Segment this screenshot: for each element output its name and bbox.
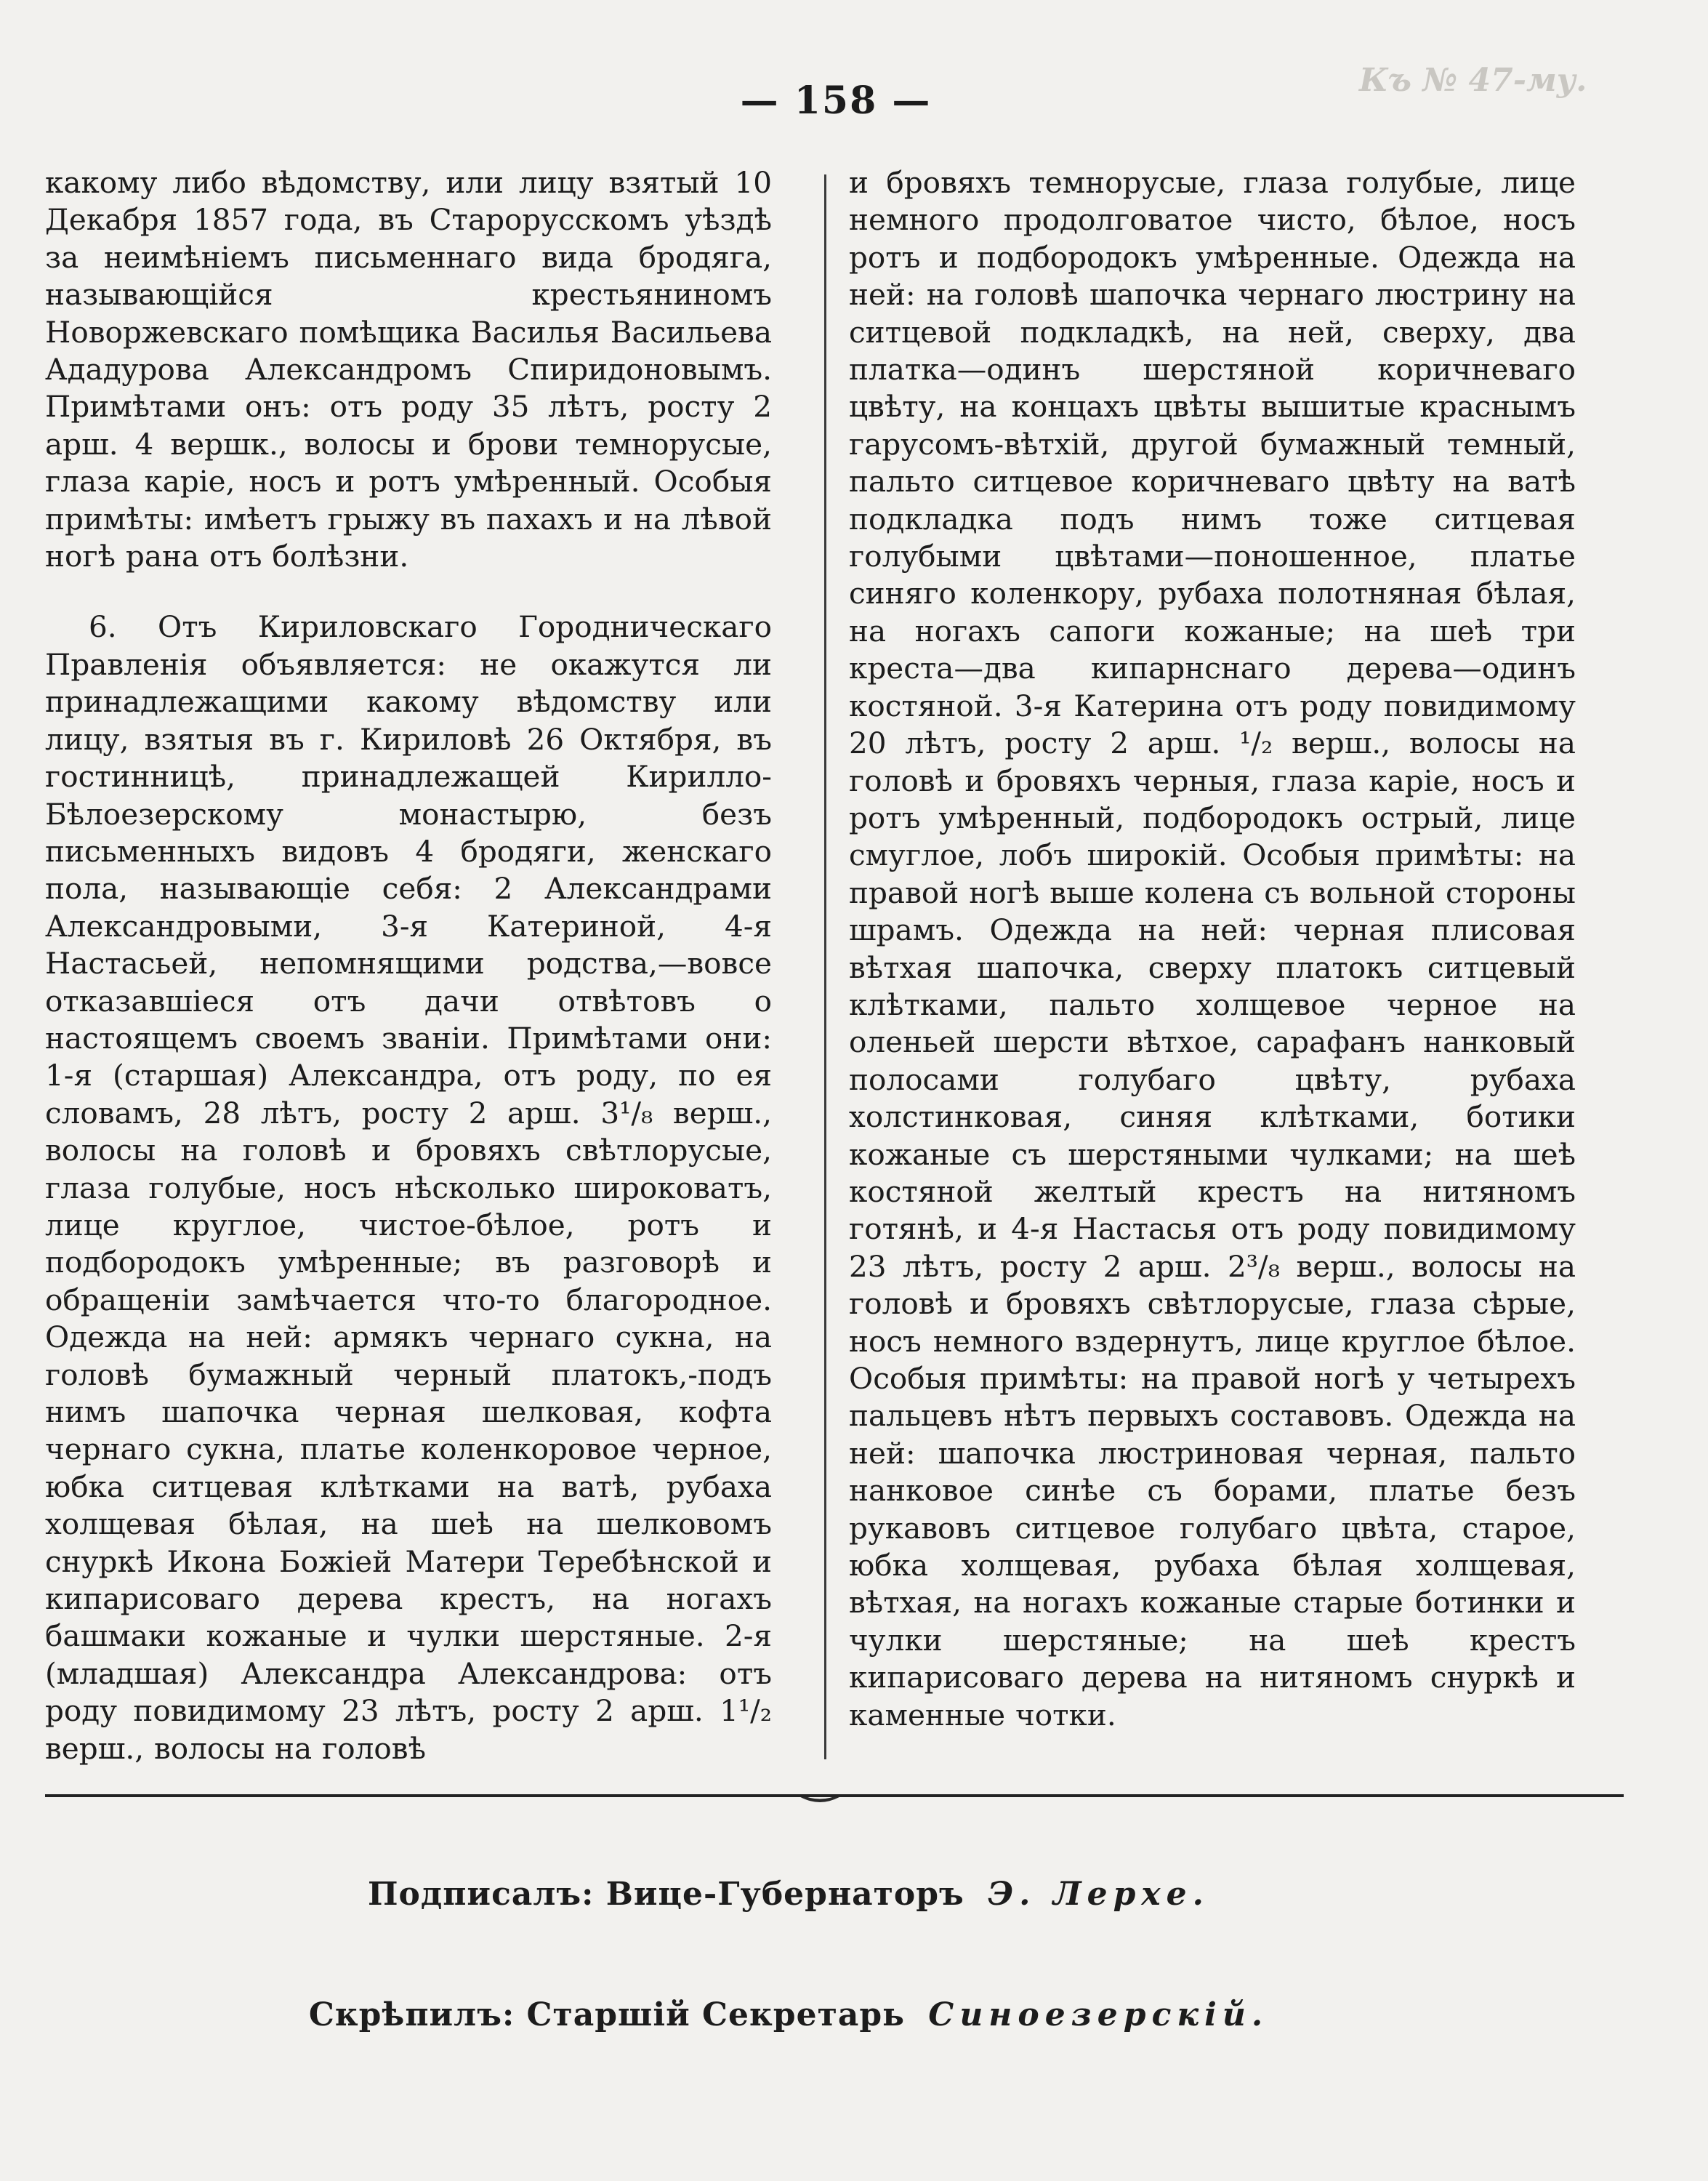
horizontal-rule: [45, 1794, 1624, 1797]
signature-label: Скрѣпилъ: Старшій Секретарь: [308, 1996, 905, 2033]
signature-name: Э. Лерхе.: [988, 1876, 1209, 1913]
divider-curl: ‿: [802, 1752, 838, 1803]
signature-name: Синоезерскій.: [928, 1996, 1269, 2033]
continued-paragraph-right: и бровяхъ темнорусые, глаза голубые, лице немного продолговатое чисто, бѣлое, носъ ротъ и подбородокъ умѣренные. Одежда на ней: на головѣ шапочка чернаго люстрину на ситцевой подкладкѣ, на ней, сверху, два платка—одинъ шерстяной коричневаго цвѣту, на концахъ цвѣты вышитые краснымъ гарусомъ-вѣтхій, другой бумажный темный, пальто ситцевое коричневаго цвѣту на ватѣ подкладка подъ нимъ тоже ситцевая голубыми цвѣтами—поношенное, платье синяго коленкору, рубаха полотняная бѣлая, на ногахъ сапоги кожаные; на шеѣ три креста—два кипарнснаго дерева—одинъ костяной. 3-я Катерина отъ роду повидимому 20 лѣтъ, росту 2 арш. ¹/₂ верш., волосы на головѣ и бровяхъ черныя, глаза каріе, носъ и ротъ умѣренный, подбородокъ острый, лице смуглое, лобъ широкій. Особыя примѣты: на правой ногѣ выше колена съ вольной стороны шрамъ. Одежда на ней: черная плисовая вѣтхая шапочка, сверху платокъ ситцевый клѣтками, пальто холщевое черное на оленьей шерсти вѣтхое, сарафанъ нанковый полосами голубаго цвѣту, рубаха холстинковая, синяя клѣтками, ботики кожаные съ шерстяными чулками; на шеѣ костяной желтый крестъ на нитяномъ готянѣ, и 4-я Настасья отъ роду повидимому 23 лѣтъ, росту 2 арш. 2³/₈ верш., волосы на головѣ и бровяхъ свѣтлорусые, глаза сѣрые, носъ немного вздернутъ, лице круглое бѣлое. Особыя примѣты: на правой ногѣ у четырехъ пальцевъ нѣтъ первыхъ составовъ. Одежда на ней: шапочка люстриновая черная, пальто нанковое синѣе съ борами, платье безъ рукавовъ ситцевое голубаго цвѣта, старое, юбка холщевая, рубаха бѣлая холщевая, вѣтхая, на ногахъ кожаные старые ботинки и чулки шерстяные; на шеѣ крестъ кипарисоваго дерева на нитяномъ снуркѣ и каменные чотки.: [849, 165, 1576, 1732]
notice-paragraph-6: 6. Отъ Кириловскаго Городническаго Правленія объявляется: не окажутся ли принадлежащими какому вѣдомству или лицу, взятыя въ г. Кириловѣ 26 Октября, въ гостинницѣ, принадлежащей Кирилло-Бѣлоезерскому монастырю, безъ письменныхъ видовъ 4 бродяги, женскаго пола, называющіе себя: 2 Александрами Александровыми, 3-я Катериной, 4-я Настасьей, непомнящими родства,—вовсе отказавшіеся отъ дачи отвѣтовъ о настоящемъ своемъ званіи. Примѣтами они: 1-я (старшая) Александра, отъ роду, по ея словамъ, 28 лѣтъ, росту 2 арш. 3¹/₈ верш., волосы на головѣ и бровяхъ свѣтлорусые, глаза голубые, носъ нѣсколько широковатъ, лице круглое, чистое-бѣлое, ротъ и подбородокъ умѣренные; въ разговорѣ и обращеніи замѣчается что-то благородное. Одежда на ней: армякъ чернаго сукна, на головѣ бумажный черный платокъ,-подъ нимъ шапочка черная шелковая, кофта чернаго сукна, платье коленкоровое черное, юбка ситцевая клѣтками на ватѣ, рубаха холщевая бѣлая, на шеѣ на шелковомъ снуркѣ Икона Божіей Матери Теребѣнской и кипарисоваго дерева крестъ, на ногахъ башмаки кожаные и чулки шерстяные. 2-я (младшая) Александра Александрова: отъ роду повидимому 23 лѣтъ, росту 2 арш. 1¹/₂ верш., волосы на головѣ: [45, 609, 772, 1766]
column-divider: [824, 174, 826, 1759]
left-column: [45, 164, 772, 1767]
signature-label: Подписалъ: Вице-Губернаторъ: [368, 1876, 964, 1913]
corner-mark: Къ № 47-му.: [1359, 62, 1587, 99]
continued-paragraph: какому либо вѣдомству, или лицу взятый 10 Декабря 1857 года, въ Старорусскомъ уѣздѣ за неимѣніемъ письменнаго вида бродяга, называющійся крестьяниномъ Новоржевскаго помѣщика Василья Васильева Ададурова Александромъ Спиридоновымъ. Примѣтами онъ: отъ роду 35 лѣтъ, росту 2 арш. 4 вершк., волосы и брови темнорусые, глаза каріе, носъ и ротъ умѣренный. Особыя примѣты: имѣетъ грыжу въ пахахъ и на лѣвой ногѣ рана отъ болѣзни.: [45, 165, 772, 574]
right-column: [849, 164, 1576, 1734]
page-number: — 158 —: [740, 79, 932, 123]
signature-secretary: [0, 1996, 1708, 2033]
signature-vice-governor: [0, 1876, 1708, 1913]
